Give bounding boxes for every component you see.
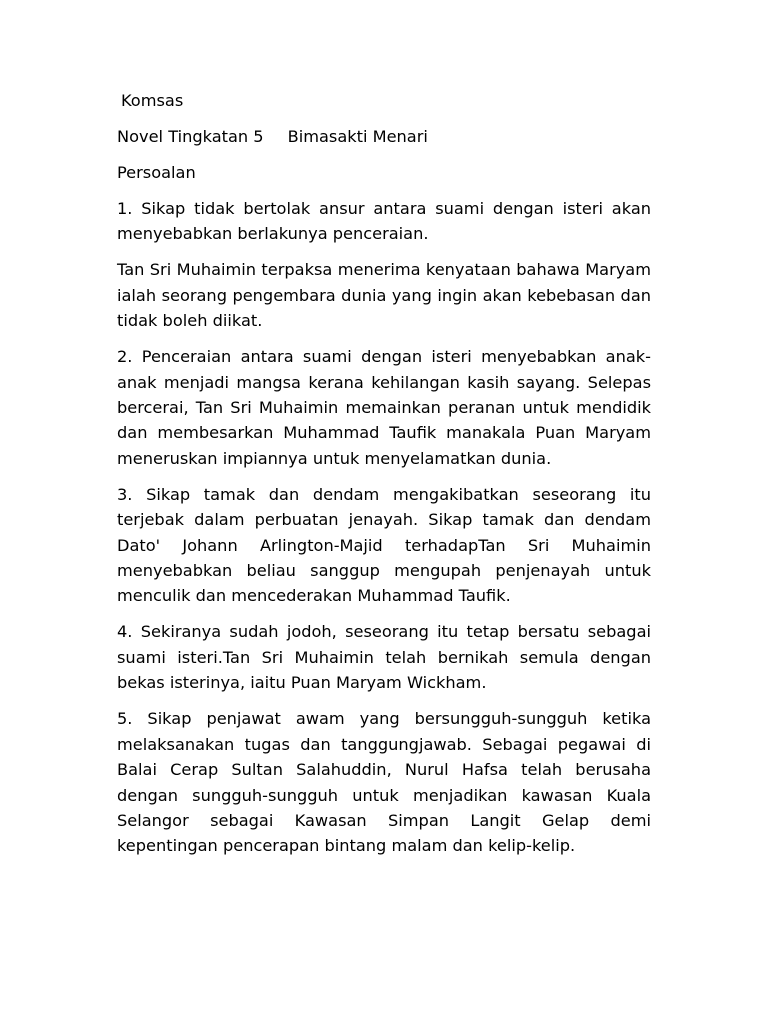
document-title: Komsas [121,91,184,110]
section-heading: Persoalan [117,163,196,182]
paragraph-1: 1. Sikap tidak bertolak ansur antara suami dengan isteri akan menyebabkan berlakunya penceraian. [117,199,651,244]
paragraph-6: 5. Sikap penjawat awam yang bersungguh-sungguh ketika melaksanakan tugas dan tanggungjawab. Sebagai pegawai di Balai Cerap Sultan Salahuddin, Nurul Hafsa telah berusaha dengan sungguh-sungguh untuk menjadikan kawasan Kuala Selangor sebagai Kawasan Simpan Langit Gelap demi kepentingan pencerapan bintang malam dan kelip-kelip. [117,709,651,856]
novel-level: Novel Tingkatan 5 [117,127,264,146]
novel-name: Bimasakti Menari [287,127,428,146]
document-subtitle [117,124,651,149]
document-page [117,88,651,869]
paragraph-3: 2. Penceraian antara suami dengan isteri menyebabkan anak-anak menjadi mangsa kerana kehilangan kasih sayang. Selepas bercerai, Tan Sri Muhaimin memainkan peranan untuk mendidik dan membesarkan Muhammad Taufik manakala Puan Maryam meneruskan impiannya untuk menyelamatkan dunia. [117,347,651,468]
paragraph-4: 3. Sikap tamak dan dendam mengakibatkan seseorang itu terjebak dalam perbuatan jenayah. Sikap tamak dan dendam Dato' Johann Arlington-Majid terhadapTan Sri Muhaimin menyebabkan beliau sanggup mengupah penjenayah untuk menculik dan mencederakan Muhammad Taufik. [117,484,651,606]
paragraph-5: 4. Sekiranya sudah jodoh, seseorang itu tetap bersatu sebagai suami isteri.Tan Sri Muhaimin telah bernikah semula dengan bekas isterinya, iaitu Puan Maryam Wickham. [117,622,651,693]
paragraph-2: Tan Sri Muhaimin terpaksa menerima kenyataan bahawa Maryam ialah seorang pengembara dunia yang ingin akan kebebasan dan tidak boleh diikat. [117,260,651,331]
